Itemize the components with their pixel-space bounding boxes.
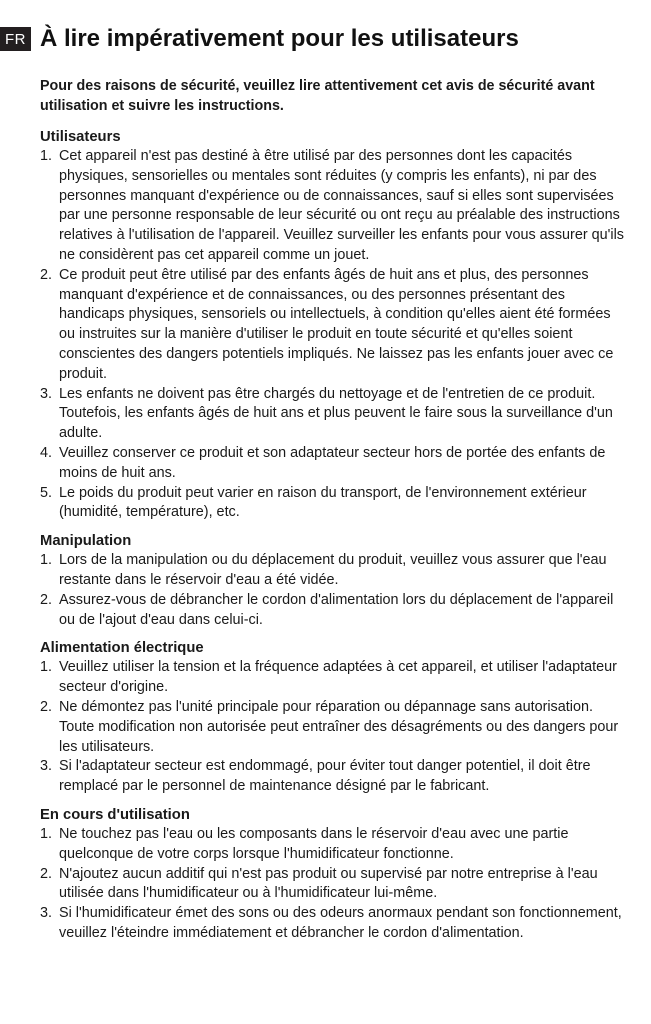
language-badge: FR	[0, 27, 31, 51]
list-item	[40, 865, 625, 905]
item-number: 4.	[40, 444, 53, 461]
section-title: Manipulation	[40, 533, 132, 550]
item-number: 1.	[40, 659, 53, 676]
item-text: Assurez-vous de débrancher le cordon d'alimentation lors du déplacement de l'appareil ou de l'ajout d'eau dans celui-ci.	[59, 591, 614, 628]
item-number: 2.	[40, 698, 53, 715]
item-number: 5.	[40, 484, 53, 501]
item-text: Ce produit peut être utilisé par des enfants âgés de huit ans et plus, des personnes manquant d'expérience et de connaissances, ou des personnes présentant des handicaps physiques, sensoriels ou intellectuels, à condition qu'elles aient été formées ou instruites sur la manière d'utiliser le produit en toute sécurité et qu'elles soient conscientes des dangers potentiels impliqués. Ne laissez pas les enfants jouer avec ce produit.	[59, 266, 614, 382]
page-title: À lire impérativement pour les utilisateurs	[40, 25, 519, 52]
list-item	[40, 904, 625, 944]
section-manipulation	[40, 531, 625, 630]
item-text: Veuillez conserver ce produit et son adaptateur secteur hors de portée des enfants de moins de huit ans.	[59, 444, 606, 481]
instruction-list	[40, 551, 625, 630]
list-item	[40, 757, 625, 797]
item-number: 1.	[40, 148, 53, 164]
item-number: 2.	[40, 266, 53, 283]
section-utilisation	[40, 805, 625, 944]
item-text: Ne touchez pas l'eau ou les composants dans le réservoir d'eau avec une partie quelconque de votre corps lorsque l'humidificateur fonctionne.	[59, 825, 569, 862]
item-number: 3.	[40, 758, 53, 775]
sections-container	[40, 127, 625, 952]
item-number: 1.	[40, 825, 53, 842]
list-item	[40, 444, 625, 484]
section-title: En cours d'utilisation	[40, 806, 190, 823]
list-item	[40, 484, 625, 524]
item-number: 2.	[40, 865, 53, 882]
list-item	[40, 591, 625, 631]
list-item	[40, 551, 625, 591]
item-text: N'ajoutez aucun additif qui n'est pas produit ou supervisé par notre entreprise à l'eau utilisée dans l'humidificateur ou à l'humidificateur lui-même.	[59, 865, 598, 902]
item-text: Les enfants ne doivent pas être chargés du nettoyage et de l'entretien de ce produit. Toutefois, les enfants âgés de huit ans et plus peuvent le faire sous la surveillance d'un adulte.	[59, 385, 613, 442]
instruction-list	[40, 658, 625, 797]
item-text: Si l'humidificateur émet des sons ou des odeurs anormaux pendant son fonctionnement, veuillez l'éteindre immédiatement et débrancher le cordon d'alimentation.	[59, 905, 622, 941]
list-item	[40, 825, 625, 865]
item-text: Le poids du produit peut varier en raison du transport, de l'environnement extérieur (humidité, température), etc.	[59, 484, 587, 521]
item-text: Si l'adaptateur secteur est endommagé, pour éviter tout danger potentiel, il doit être remplacé par le personnel de maintenance désigné par le fabricant.	[59, 758, 591, 795]
list-item	[40, 385, 625, 444]
section-utilisateurs	[40, 127, 625, 523]
item-text: Veuillez utiliser la tension et la fréquence adaptées à cet appareil, et utiliser l'adaptateur secteur d'origine.	[59, 659, 617, 696]
instruction-list	[40, 147, 625, 523]
item-number: 3.	[40, 385, 53, 402]
list-item	[40, 266, 625, 385]
item-text: Cet appareil n'est pas destiné à être utilisé par des personnes dont les capacités physiques, sensorielles ou mentales sont réduites (y compris les enfants), ni par des personnes manquant d'expérience ou de connaissances, sauf si elles sont supervisées par une personne responsable de leur sécurité ou ont reçu au préalable des instructions relatives à l'utilisation de l'appareil. Veuillez surveiller les enfants pour vous assurer qu'ils ne considèrent pas cet appareil comme un jouet.	[59, 148, 624, 263]
item-number: 1.	[40, 552, 53, 569]
item-text: Ne démontez pas l'unité principale pour réparation ou dépannage sans autorisation. Toute modification non autorisée peut entraîner des désagréments ou des dangers pour les utilisateurs.	[59, 698, 619, 755]
section-title: Alimentation électrique	[40, 640, 204, 657]
section-title: Utilisateurs	[40, 129, 121, 145]
item-number: 3.	[40, 905, 53, 922]
list-item	[40, 658, 625, 698]
section-alimentation	[40, 638, 625, 797]
list-item	[40, 698, 625, 757]
item-number: 2.	[40, 591, 53, 608]
item-text: Lors de la manipulation ou du déplacement du produit, veuillez vous assurer que l'eau restante dans le réservoir d'eau a été vidée.	[59, 552, 607, 588]
list-item	[40, 147, 625, 266]
instruction-list	[40, 825, 625, 944]
intro-paragraph: Pour des raisons de sécurité, veuillez lire attentivement cet avis de sécurité avant utilisation et suivre les instructions.	[40, 78, 595, 114]
